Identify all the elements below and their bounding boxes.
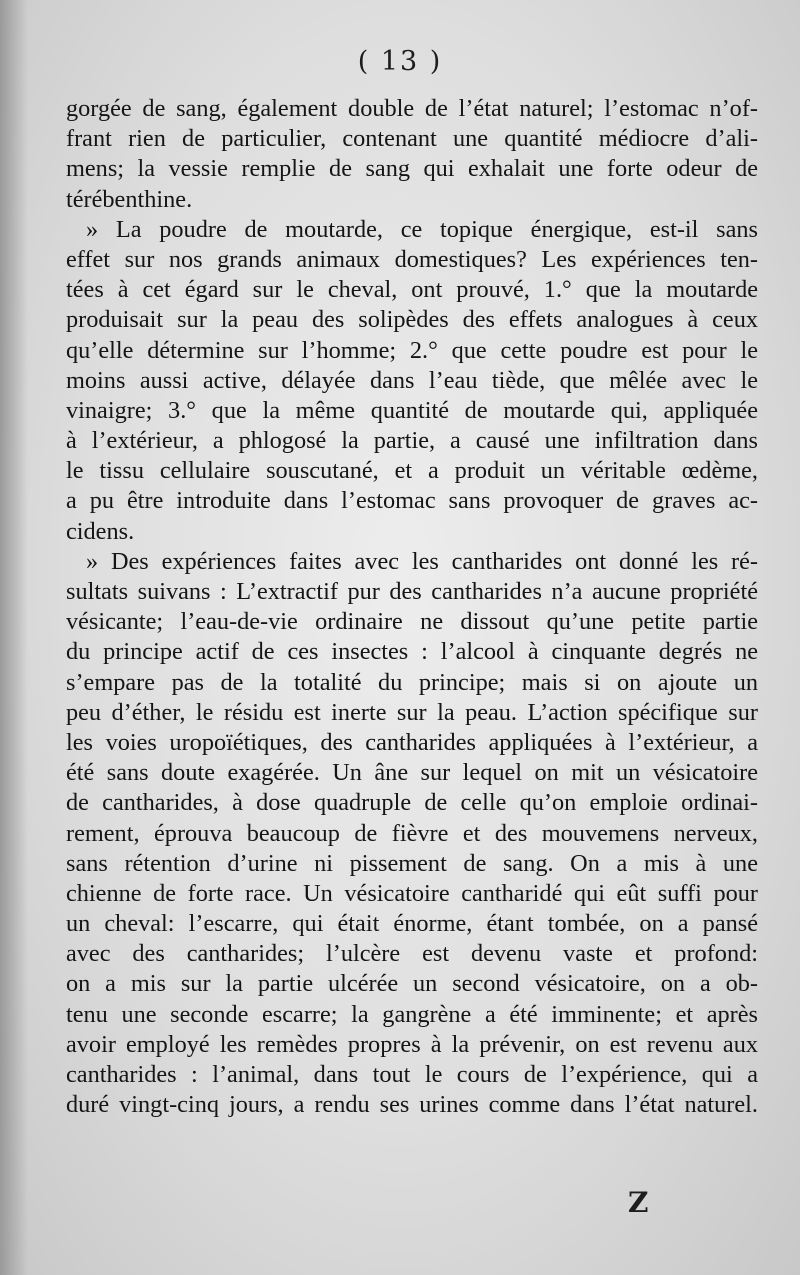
- text-line: vésicante; l’eau-de-vie ordinaire ne dissout qu’une petite partie: [66, 608, 758, 636]
- text-line: térébenthine.: [66, 185, 193, 213]
- text-line: » Des expériences faites avec les cantharides ont donné les ré-: [86, 547, 758, 575]
- text-line: à l’extérieur, a phlogosé la partie, a causé une infiltration dans: [66, 427, 758, 455]
- text-line: du principe actif de ces insectes : l’alcool à cinquante degrés ne: [66, 638, 758, 666]
- text-line: effet sur nos grands animaux domestiques? Les expériences ten-: [66, 245, 758, 273]
- text-line: tées à cet égard sur le cheval, ont prouvé, 1.° que la moutarde: [66, 276, 758, 304]
- text-line: moins aussi active, délayée dans l’eau tiède, que mêlée avec le: [66, 366, 758, 394]
- page-number: ( 13 ): [357, 46, 443, 77]
- text-line: peu d’éther, le résidu est inerte sur la peau. L’action spécifique sur: [66, 698, 758, 726]
- text-line: frant rien de particulier, contenant une quantité médiocre d’ali-: [66, 125, 758, 153]
- signature-mark: Z: [628, 1186, 649, 1219]
- text-line: s’empare pas de la totalité du principe; mais si on ajoute un: [66, 668, 758, 696]
- text-line: rement, éprouva beaucoup de fièvre et des mouvemens nerveux,: [66, 819, 758, 847]
- text-line: les voies uropoïétiques, des cantharides appliquées à l’extérieur, a: [66, 728, 758, 756]
- text-line: avoir employé les remèdes propres à la prévenir, on est revenu aux: [66, 1030, 758, 1058]
- text-line: cidens.: [66, 517, 135, 545]
- text-line: vinaigre; 3.° que la même quantité de moutarde qui, appliquée: [66, 396, 758, 424]
- text-line: été sans doute exagérée. Un âne sur lequel on mit un vésicatoire: [66, 759, 758, 787]
- text-line: » La poudre de moutarde, ce topique énergique, est-il sans: [86, 215, 758, 243]
- text-line: duré vingt-cinq jours, a rendu ses urines comme dans l’état naturel.: [66, 1091, 758, 1119]
- body-text: [66, 94, 758, 1120]
- text-line: qu’elle détermine sur l’homme; 2.° que cette poudre est pour le: [66, 336, 758, 364]
- text-line: on a mis sur la partie ulcérée un second vésicatoire, on a ob-: [66, 970, 758, 998]
- text-line: le tissu cellulaire souscutané, et a produit un véritable œdème,: [66, 457, 758, 485]
- text-line: gorgée de sang, également double de l’état naturel; l’estomac n’of-: [66, 95, 758, 122]
- text-line: cantharides : l’animal, dans tout le cours de l’expérience, qui a: [66, 1061, 758, 1088]
- text-line: avec des cantharides; l’ulcère est devenu vaste et profond:: [66, 940, 758, 968]
- text-line: sultats suivans : L’extractif pur des cantharides n’a aucune propriété: [66, 578, 758, 605]
- text-line: sans rétention d’urine ni pissement de sang. On a mis à une: [66, 849, 758, 877]
- text-line: chienne de forte race. Un vésicatoire cantharidé qui eût suffi pour: [66, 879, 758, 907]
- text-line: tenu une seconde escarre; la gangrène a été imminente; et après: [66, 1000, 758, 1028]
- text-line: produisait sur la peau des solipèdes des effets analogues à ceux: [66, 306, 758, 334]
- text-line: de cantharides, à dose quadruple de celle qu’on emploie ordinai-: [66, 789, 758, 817]
- text-line: a pu être introduite dans l’estomac sans provoquer de graves ac-: [66, 487, 758, 515]
- text-line: mens; la vessie remplie de sang qui exhalait une forte odeur de: [66, 155, 758, 183]
- binding-shadow: [0, 0, 28, 1275]
- text-line: un cheval: l’escarre, qui était énorme, étant tombée, on a pansé: [66, 910, 758, 938]
